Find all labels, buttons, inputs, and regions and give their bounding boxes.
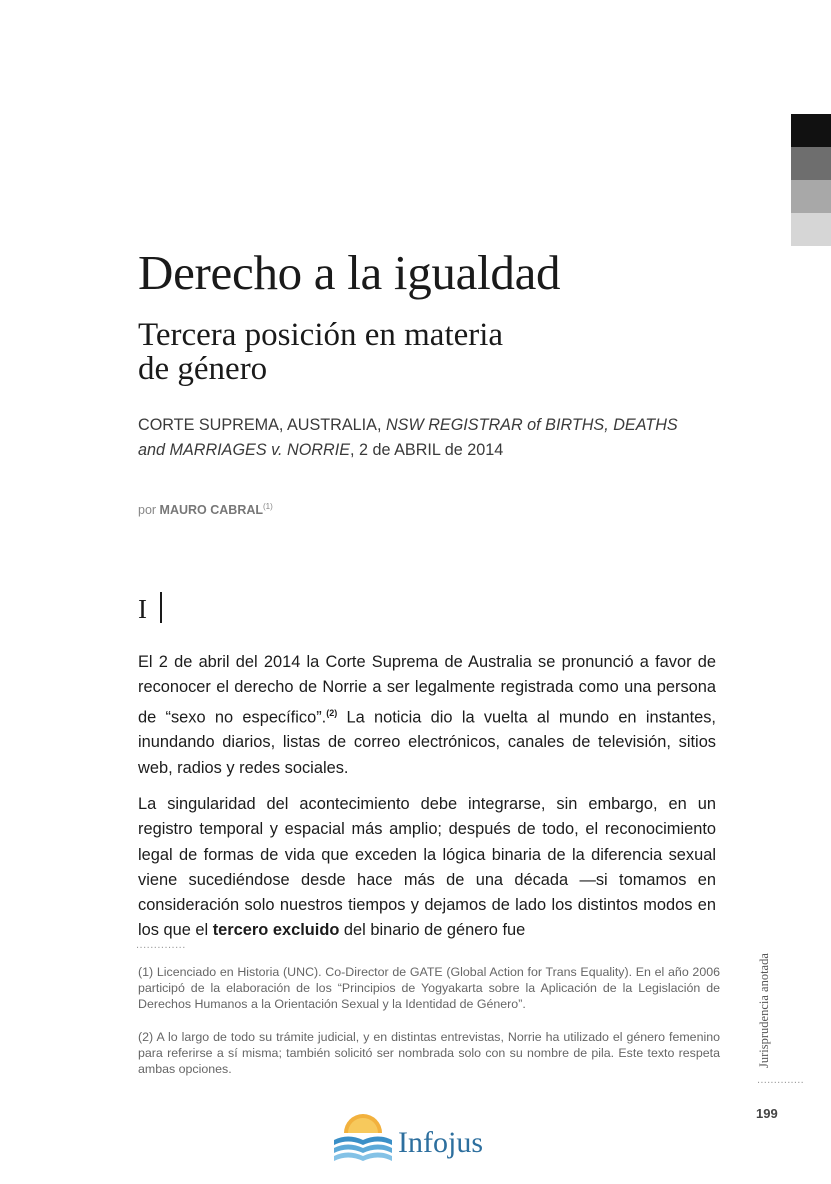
byline-prefix: por [138,503,160,518]
paragraph-1-continued: La noticia dio la vuelta al mundo en instantes, inundando diarios, listas de correo electrónicos, canales de televisión, sitios web, radios y redes sociales. [138,708,716,777]
paragraph-1 [138,650,716,781]
sun-book-icon [332,1113,394,1163]
infojus-logo-text: Infojus [398,1126,483,1159]
page-number: 199 [756,1106,778,1121]
author-footnote-ref: (1) [263,502,273,511]
bold-term: tercero excluido [212,921,340,940]
section-color-tabs [791,114,831,246]
case-name-line-2: and MARRIAGES v. NORRIE [138,441,350,459]
byline [138,502,273,517]
tab-marker-black [791,114,831,147]
court-name: CORTE SUPREMA, AUSTRALIA, [138,416,386,434]
section-side-label: Jurisprudencia anotada [757,953,771,1068]
subtitle-line-2: de género [138,351,268,387]
footnote-ref-2: (2) [326,707,338,718]
tab-marker-dark-gray [791,147,831,180]
case-name-line-1: NSW REGISTRAR of BIRTHS, DEATHS [385,416,678,434]
paragraph-2-text: La singularidad del acontecimiento debe integrarse, sin embargo, en un registro temporal y espacial más amplio; después de todo, el reconocimiento legal de formas de vida que exceden la lógica binaria de la diferencia sexual viene sucediéndose desde hace más de una década —si tomamos en consideración solo nuestros tiempos y dejamos de lado los distintos modos en los que el [138,795,716,940]
paragraph-2 [138,792,716,944]
subtitle-line-1: Tercera posición en materia [138,317,504,353]
author-name: MAURO CABRAL [159,503,264,518]
section-divider [160,592,162,623]
tab-marker-light-gray [791,213,831,246]
paragraph-2-end: del binario de género fue [339,921,526,940]
page-subtitle [138,318,658,386]
footnote-separator: .............. [136,939,186,951]
footnote-2: (2) A lo largo de todo su trámite judicial, y en distintas entrevistas, Norrie ha utilizado el género femenino para referirse a sí misma; también solicitó ser nombrada solo con su nombre de pila. Este texto respeta ambas opciones. [138,1030,720,1077]
page-title: Derecho a la igualdad [138,245,561,300]
tab-marker-gray [791,180,831,213]
case-reference [138,413,718,463]
paragraph-1-text: El 2 de abril del 2014 la Corte Suprema de Australia se pronunció a favor de reconocer el derecho de Norrie a ser legalmente registrada como una persona de “sexo no específico”. [138,653,716,727]
side-dots: .............. [757,1074,804,1086]
footnote-1: (1) Licenciado en Historia (UNC). Co-Director de GATE (Global Action for Trans Equality). En el año 2006 participó de la elaboración de los “Principios de Yogyakarta sobre la Aplicación de la Legislación de Derechos Humanos a la Orientación Sexual y la Identidad de Género”. [138,965,720,1012]
section-numeral: I [138,594,147,624]
case-date: , 2 de ABRIL de 2014 [350,441,504,459]
